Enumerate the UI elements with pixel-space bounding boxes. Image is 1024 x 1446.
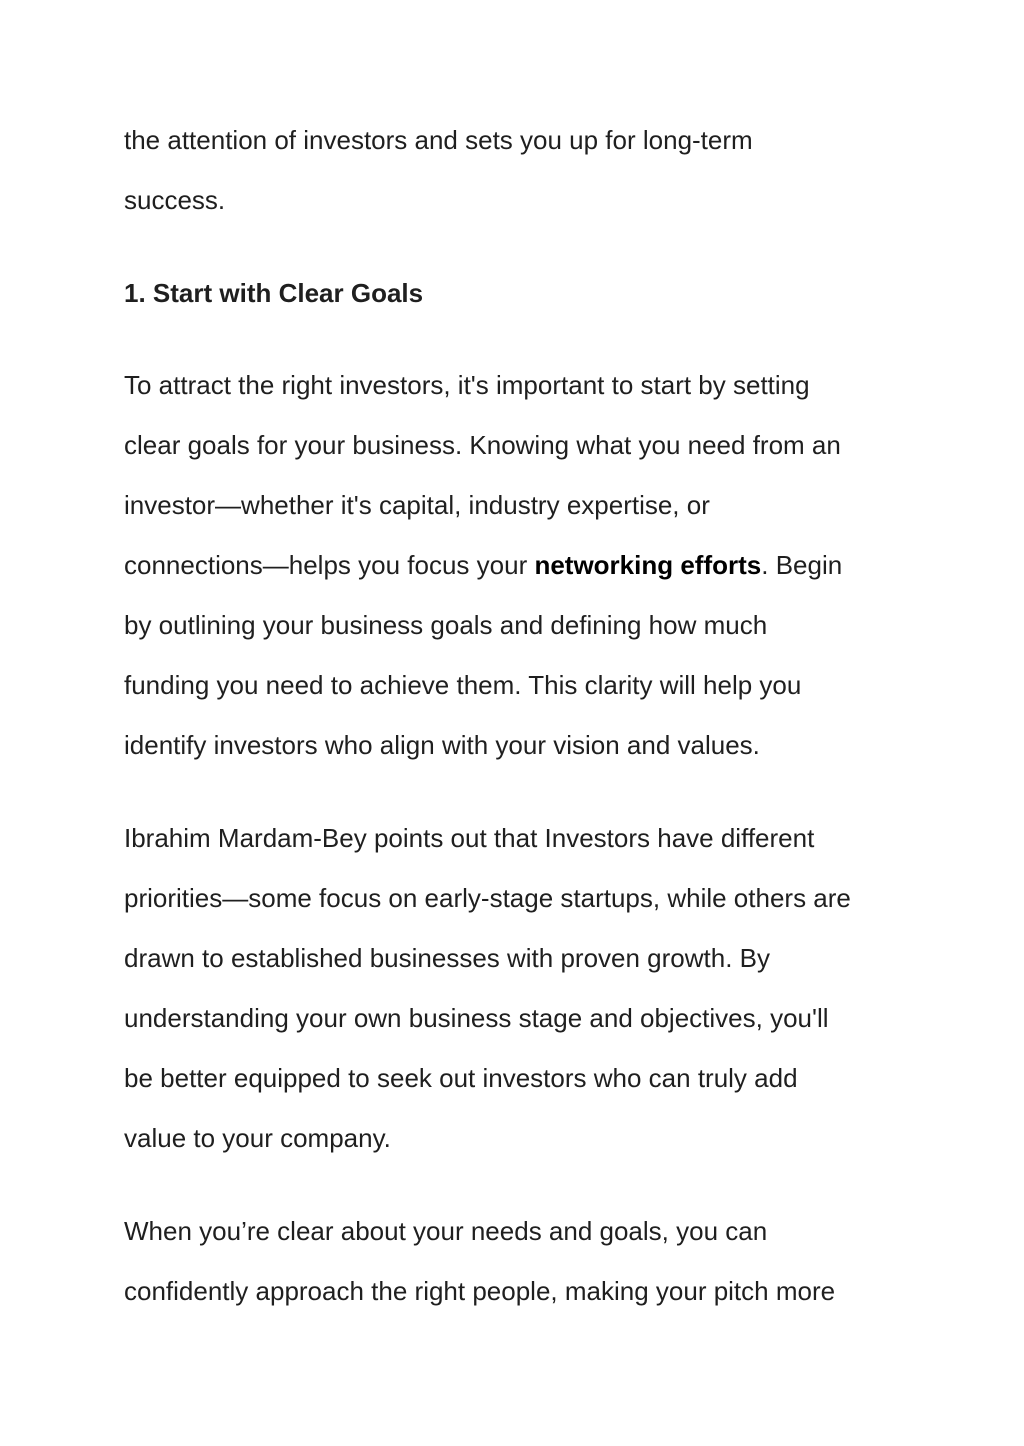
text-line: Ibrahim Mardam-Bey points out that Investors have different: [124, 823, 815, 853]
text-line: When you’re clear about your needs and goals, you can: [124, 1216, 768, 1246]
goals-paragraph: [124, 355, 842, 775]
section-heading: 1. Start with Clear Goals: [124, 278, 424, 308]
text-line: investor—whether it's capital, industry expertise, or: [124, 490, 710, 520]
text-segment: . Begin: [761, 550, 843, 580]
text-line: drawn to established businesses with proven growth. By: [124, 943, 771, 973]
intro-paragraph: [124, 110, 753, 230]
text-line: confidently approach the right people, making your pitch more: [124, 1276, 836, 1306]
text-line: the attention of investors and sets you up for long-term: [124, 125, 753, 155]
text-line: priorities—some focus on early-stage startups, while others are: [124, 883, 851, 913]
text-line: understanding your own business stage and objectives, you'll: [124, 1003, 829, 1033]
bold-phrase: networking efforts: [534, 550, 762, 580]
priorities-paragraph: [124, 808, 851, 1168]
text-line: value to your company.: [124, 1123, 391, 1153]
text-line: clear goals for your business. Knowing what you need from an: [124, 430, 841, 460]
text-line: by outlining your business goals and defining how much: [124, 610, 768, 640]
text-line: success.: [124, 185, 226, 215]
text-line: To attract the right investors, it's important to start by setting: [124, 370, 810, 400]
text-line: [124, 535, 842, 595]
text-line: be better equipped to seek out investors who can truly add: [124, 1063, 798, 1093]
text-line: funding you need to achieve them. This clarity will help you: [124, 670, 802, 700]
closing-paragraph: [124, 1201, 835, 1321]
text-line: identify investors who align with your vision and values.: [124, 730, 760, 760]
text-segment: connections—helps you focus your: [124, 550, 535, 580]
